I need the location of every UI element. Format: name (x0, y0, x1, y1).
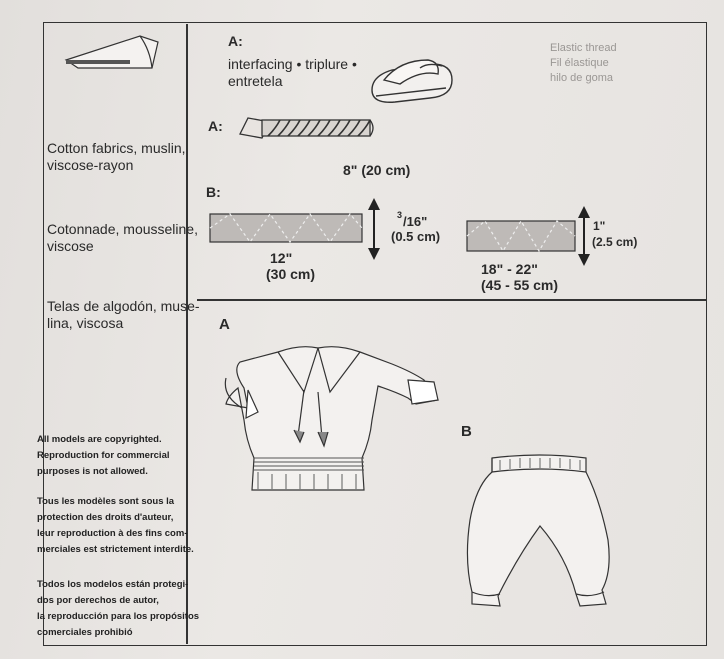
notice-fr-3: leur reproduction à des fins com- (37, 528, 188, 539)
interfacing-swatch (66, 36, 158, 68)
left-length-in: 12" (270, 250, 293, 266)
rope-marker: A: (208, 118, 223, 134)
elastic-en: Elastic thread (550, 42, 617, 54)
model-b-label: B (461, 423, 472, 440)
elastic-es: hilo de goma (550, 72, 613, 84)
pants-illustration (467, 455, 609, 606)
interfacing-line2: entretela (228, 73, 283, 89)
strips-marker: B: (206, 184, 221, 200)
interfacing-line1: interfacing • triplure • (228, 56, 357, 72)
blouse-illustration (225, 347, 438, 490)
notice-fr-4: merciales est strictement interdite. (37, 544, 194, 555)
notice-es-1: Todos los modelos están protegi- (37, 579, 189, 590)
right-height-in: 1" (593, 219, 606, 233)
left-height-frac: /16" (403, 214, 428, 229)
right-fabric-strip (467, 221, 575, 251)
notice-en-2: Reproduction for commercial (37, 450, 170, 461)
notice-es-3: la reproducción para los propósitos (37, 611, 200, 622)
notice-en-3: purposes is not allowed. (37, 466, 148, 477)
notice-es-4: comerciales prohibió (37, 627, 133, 638)
right-length-cm: (45 - 55 cm) (481, 277, 559, 293)
fabric-es-line1: Telas de algodón, muse- (47, 298, 200, 314)
left-height-cm: (0.5 cm) (391, 229, 441, 244)
right-height-arrow (578, 206, 590, 266)
left-fabric-strip (210, 214, 362, 242)
twisted-rope-icon (240, 118, 373, 138)
fabric-fr-line1: Cotonnade, mousseline, (47, 221, 198, 237)
iron-icon (372, 60, 452, 102)
right-length-in: 18" - 22" (481, 261, 538, 277)
left-length-cm: (30 cm) (266, 266, 316, 282)
fabric-fr-line2: viscose (47, 238, 94, 254)
elastic-fr: Fil élastique (550, 57, 609, 69)
notice-fr-1: Tous les modèles sont sous la (37, 496, 175, 507)
fabric-es-line2: lina, viscosa (47, 315, 124, 331)
fabric-en-line1: Cotton fabrics, muslin, (47, 140, 186, 156)
notice-es-2: dos por derechos de autor, (37, 595, 159, 606)
notice-en-1: All models are copyrighted. (37, 434, 162, 445)
interfacing-marker: A: (228, 33, 243, 49)
fabric-en-line2: viscose-rayon (47, 157, 134, 173)
rope-length: 8" (20 cm) (343, 162, 411, 178)
right-height-cm: (2.5 cm) (592, 235, 638, 249)
model-a-label: A (219, 316, 230, 333)
left-height-sup: 3 (397, 210, 403, 220)
left-height-arrow (368, 198, 380, 260)
notice-fr-2: protection des droits d'auteur, (37, 512, 174, 523)
